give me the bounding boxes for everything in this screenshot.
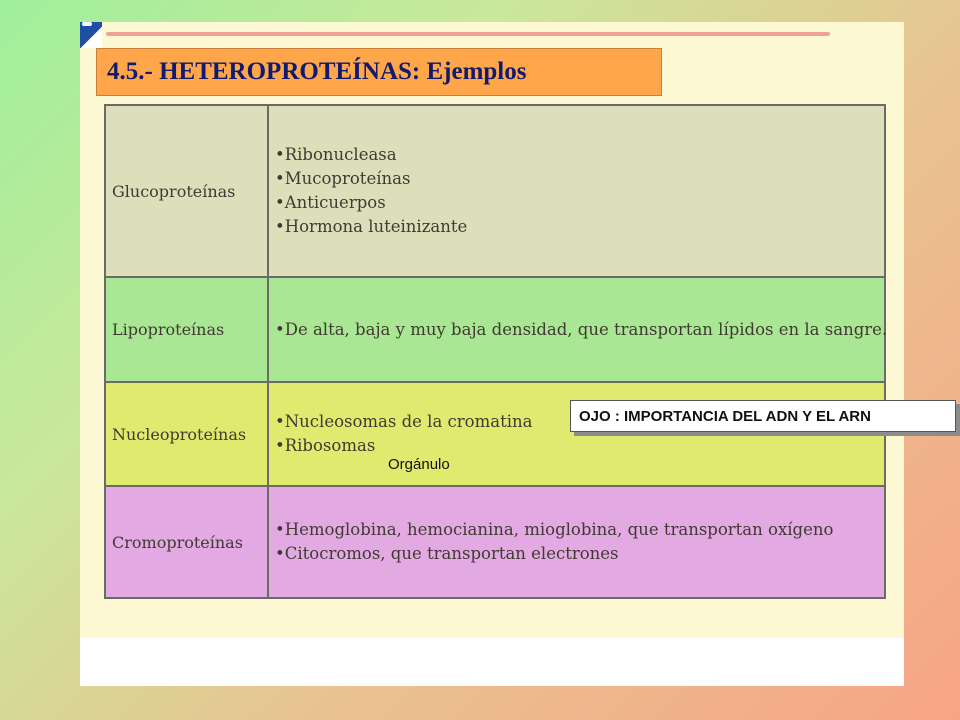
row-name: Nucleoproteínas xyxy=(112,424,247,444)
corner-decoration xyxy=(80,22,102,48)
list-item: •Citocromos, que transportan electrones xyxy=(275,544,619,563)
table-row xyxy=(105,105,885,277)
table-row xyxy=(105,382,885,486)
slide-title: 4.5.- HETEROPROTEÍNAS: Ejemplos xyxy=(107,58,527,85)
row-name: Glucoproteínas xyxy=(112,181,236,201)
top-divider-line xyxy=(106,32,830,36)
list-item: •Hemoglobina, hemocianina, mioglobina, que transportan oxígeno xyxy=(275,520,834,539)
row-name: Lipoproteínas xyxy=(112,320,225,339)
row-items-cell xyxy=(268,382,885,486)
heteroproteins-table xyxy=(104,104,886,599)
corner-mark xyxy=(82,22,92,26)
organulo-annotation: Orgánulo xyxy=(388,456,450,473)
list-item: •Ribonucleasa xyxy=(275,145,397,164)
list-item: •Nucleosomas de la cromatina xyxy=(275,412,533,431)
list-item: •Ribosomas xyxy=(275,436,376,455)
row-name: Cromoproteínas xyxy=(112,532,243,552)
list-item: •De alta, baja y muy baja densidad, que transportan lípidos en la sangre. xyxy=(275,319,888,339)
row-name-cell xyxy=(105,486,268,598)
list-item: •Hormona luteinizante xyxy=(275,217,468,236)
table-row xyxy=(105,486,885,598)
row-name-cell xyxy=(105,105,268,277)
note-callout: OJO : IMPORTANCIA DEL ADN Y EL ARN xyxy=(570,400,956,432)
row-name-cell xyxy=(105,382,268,486)
row-items-cell xyxy=(268,105,885,277)
slide xyxy=(80,22,904,686)
row-items-cell xyxy=(268,277,888,382)
table-row xyxy=(105,277,885,382)
row-name-cell xyxy=(105,277,268,382)
title-box xyxy=(96,48,662,96)
row-items-cell xyxy=(268,486,885,598)
list-item: •Anticuerpos xyxy=(275,193,386,212)
list-item: •Mucoproteínas xyxy=(275,169,411,188)
